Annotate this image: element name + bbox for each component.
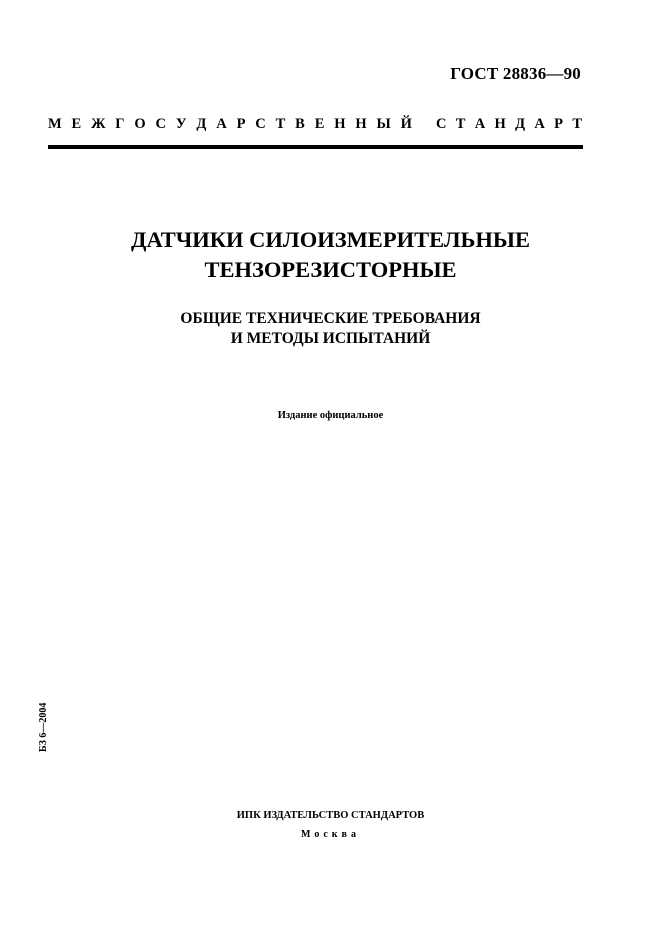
banner-letter: Т (572, 116, 582, 132)
banner-letter: Р (554, 116, 564, 132)
banner-letter: Н (494, 116, 506, 132)
banner-letter: О (134, 116, 146, 132)
publisher-city: Москва (301, 829, 360, 840)
banner-letter: Т (275, 116, 286, 132)
header-rule (48, 145, 583, 149)
publisher-name: ИПК ИЗДАТЕЛЬСТВО СТАНДАРТОВ (236, 810, 425, 821)
interstate-standard-banner (48, 116, 582, 133)
edition-label: Издание официальное (277, 410, 384, 421)
banner-letter: С (155, 116, 166, 132)
banner-letter: Т (455, 116, 466, 132)
banner-letter: А (216, 116, 227, 132)
banner-letter: Е (71, 116, 82, 132)
banner-letter: Ж (91, 116, 106, 132)
title-line-2: ТЕНЗОРЕЗИСТОРНЫЕ (204, 257, 457, 282)
banner-letter: С (436, 116, 447, 132)
banner-letter: А (534, 116, 545, 132)
banner-letter: М (48, 116, 62, 132)
banner-letter: Н (334, 116, 346, 132)
banner-letter: Н (355, 116, 367, 132)
gost-number: ГОСТ 28836—90 (450, 64, 581, 83)
banner-letter: Д (196, 116, 207, 132)
document-title (0, 225, 661, 285)
subtitle-line-2: И МЕТОДЫ ИСПЫТАНИЙ (230, 330, 431, 347)
banner-letter: Ы (376, 116, 391, 132)
side-code: БЗ 6—2004 (38, 702, 49, 752)
document-subtitle (0, 309, 661, 349)
banner-word-standard (436, 116, 582, 133)
banner-letter: А (474, 116, 486, 132)
banner-letter: Е (314, 116, 325, 132)
title-line-1: ДАТЧИКИ СИЛОИЗМЕРИТЕЛЬНЫЕ (130, 227, 531, 252)
banner-letter: С (255, 116, 266, 132)
banner-word-interstate (48, 116, 412, 133)
banner-letter: Д (515, 116, 526, 132)
banner-letter: Р (236, 116, 246, 132)
banner-letter: Й (400, 116, 412, 132)
subtitle-line-1: ОБЩИЕ ТЕХНИЧЕСКИЕ ТРЕБОВАНИЯ (180, 310, 481, 327)
banner-letter: Г (115, 116, 125, 132)
banner-letter: В (295, 116, 305, 132)
banner-letter: У (175, 116, 187, 132)
